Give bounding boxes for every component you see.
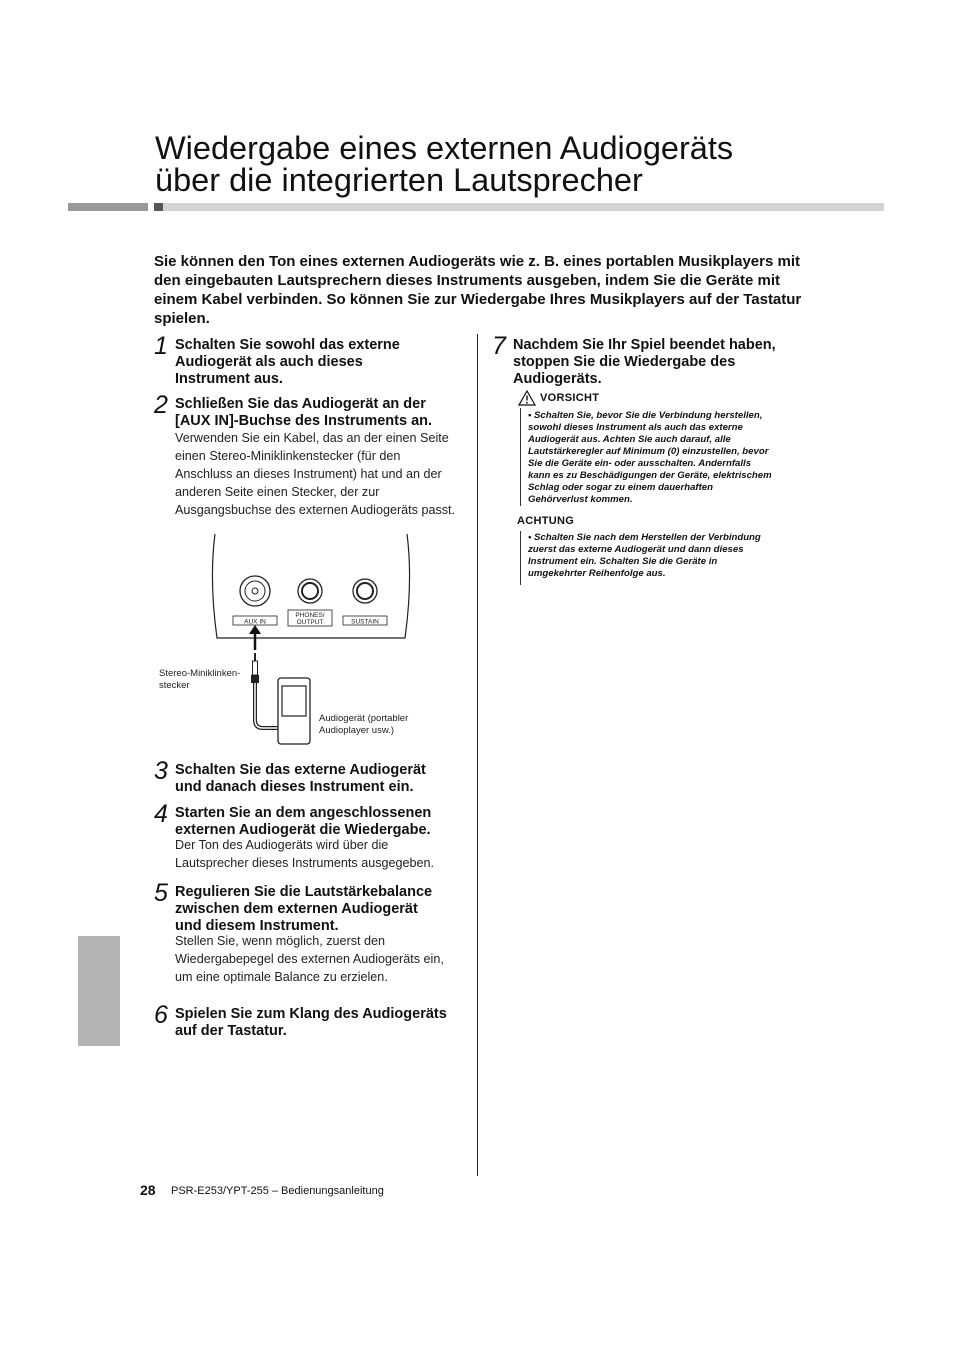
- step-body: Stellen Sie, wenn möglich, zuerst den Wiedergabepegel des externen Audiogeräts ein, um eine optimale Balance zu erzielen.: [175, 934, 444, 984]
- step-number: 2: [154, 391, 168, 419]
- plug-label: Stereo-Miniklinken- stecker: [159, 668, 241, 691]
- step-heading: Spielen Sie zum Klang des Audiogeräts auf der Tastatur.: [175, 1006, 447, 1039]
- step-body: Verwenden Sie ein Kabel, das an der einen Seite einen Stereo-Miniklinkenstecker (für den Anschluss an dieses Instrument) hat und an der anderen Seite einen Stecker, der zur Ausgangsbuchse des externen Audiogeräts passt.: [175, 431, 456, 517]
- step-heading: Nachdem Sie Ihr Spiel beendet haben, stoppen Sie die Wiedergabe des Audiogeräts.: [513, 337, 776, 387]
- aux-in-jack: [240, 576, 270, 606]
- sustain-jack: [353, 579, 377, 603]
- page-title: [155, 132, 915, 196]
- caution-text: • Schalten Sie, bevor Sie die Verbindung herstellen, sowohl dieses Instrument als auch das externe Audiogerät aus. Achten Sie auch darauf, alle Lautstärkeregler auf Minimum (0) einzustellen, bevor Sie die Geräte ein- oder ausschalten. Andernfalls kann es zu Beschädigungen der Geräte, elektrischem Schlag oder sogar zu einem dauerhaften Gehörverlust kommen.: [528, 410, 772, 505]
- intro-paragraph: Sie können den Ton eines externen Audiogeräts wie z. B. eines portablen Musikplayers mit den eingebauten Lautsprechern dieses Instruments ausgeben, indem Sie die Geräte mit einem Kabel verbinden. So können Sie zur Wiedergabe Ihres Musikplayers auf der Tastatur spielen.: [154, 253, 802, 327]
- step-number: 7: [492, 332, 506, 360]
- caution-title: VORSICHT: [540, 392, 600, 404]
- page-title-line-2: über die integrierten Lautsprecher: [155, 162, 643, 198]
- step-heading: Schalten Sie das externe Audiogerät und danach dieses Instrument ein.: [175, 762, 426, 795]
- connection-diagram: [155, 530, 455, 750]
- title-rule-right: [163, 203, 884, 211]
- step-number: 1: [154, 332, 168, 360]
- step-number: 3: [154, 757, 168, 785]
- step-number: 5: [154, 879, 168, 907]
- phones-output-jack: [298, 579, 322, 603]
- mini-plug: [251, 653, 259, 683]
- sustain-label: SUSTAIN: [351, 618, 379, 626]
- notice-title: ACHTUNG: [517, 515, 575, 527]
- step-number: 6: [154, 1001, 168, 1029]
- title-rule-marker: [154, 203, 163, 211]
- notice-bar: [520, 531, 521, 585]
- step-heading: Regulieren Sie die Lautstärkebalance zwischen dem externen Audiogerät und diesem Instrument.: [175, 884, 433, 934]
- audio-cable: [255, 683, 278, 728]
- caution-bar: [520, 408, 521, 506]
- page-number: 28: [140, 1182, 156, 1198]
- step-number: 4: [154, 800, 168, 828]
- step-heading: Starten Sie an dem angeschlossenen externen Audiogerät die Wiedergabe.: [175, 805, 432, 838]
- audio-player-device: [278, 678, 310, 744]
- step-heading: Schalten Sie sowohl das externe Audiogerät als auch dieses Instrument aus.: [175, 337, 400, 387]
- title-rule-left: [68, 203, 148, 211]
- step-heading: Schließen Sie das Audiogerät an der [AUX IN]-Buchse des Instruments an.: [175, 396, 433, 429]
- chapter-side-tab: [78, 936, 120, 1046]
- device-label: Audiogerät (portabler Audioplayer usw.): [319, 713, 409, 736]
- column-divider: [477, 334, 478, 1176]
- phones-label-line-2: OUTPUT: [296, 619, 324, 626]
- step-body: Der Ton des Audiogeräts wird über die Lautsprecher dieses Instruments ausgegeben.: [175, 838, 435, 870]
- manual-name: PSR-E253/YPT-255 – Bedienungsanleitung: [171, 1185, 384, 1197]
- phones-label-line-1: PHONES/: [295, 612, 325, 619]
- warning-triangle-icon: [518, 390, 536, 406]
- notice-text: • Schalten Sie nach dem Herstellen der Verbindung zuerst das externe Audiogerät und dann dieses Instrument ein. Schalten Sie die Geräte in umgekehrter Reihenfolge aus.: [528, 532, 761, 579]
- aux-in-label: AUX IN: [244, 618, 266, 626]
- page-title-line-1: Wiedergabe eines externen Audiogeräts: [155, 130, 734, 166]
